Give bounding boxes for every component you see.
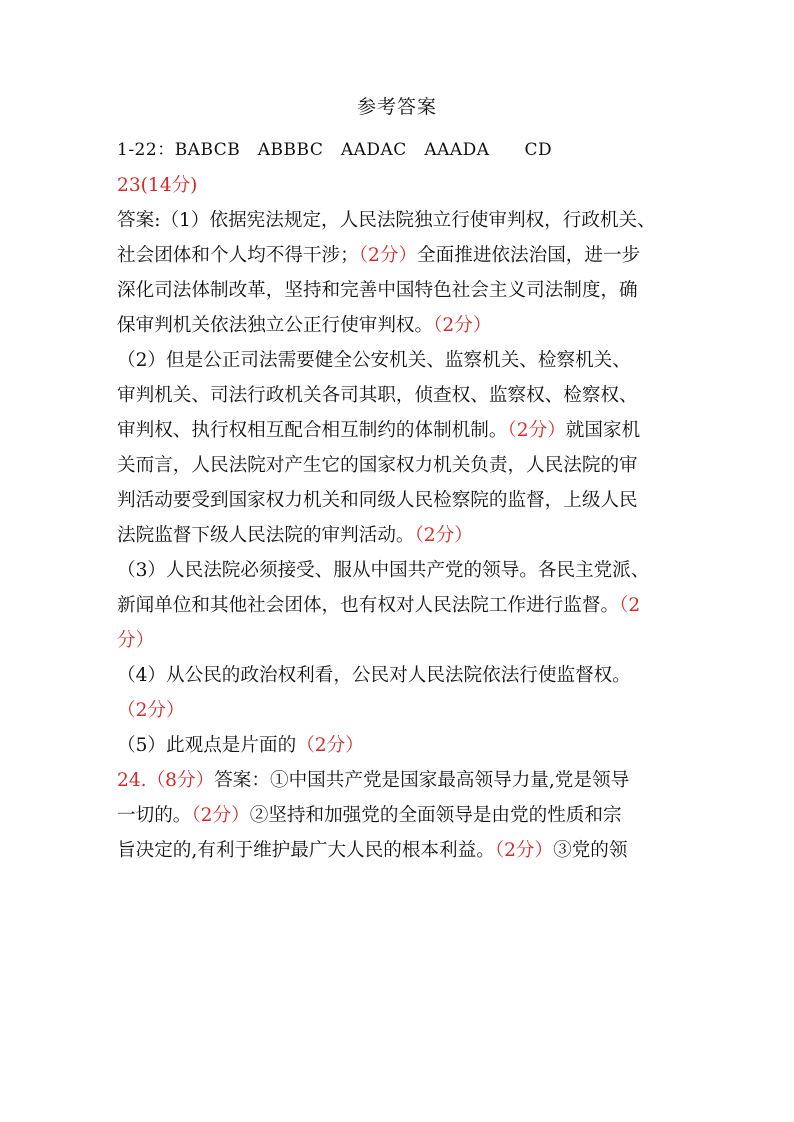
answer-text: 旨决定的,有利于维护最广大人民的根本利益。 [117,840,495,861]
q23-text-line [117,413,677,448]
page-title: 参考答案 [356,96,437,118]
q23-text-line [117,658,677,693]
score-mark: （2 [619,595,641,616]
answer-text: （5）此观点是片面的 [117,735,297,756]
q24-answer-body [117,763,677,868]
answer-text: 新闻单位和其他社会团体，也有权对人民法院工作进行监督。 [117,595,620,616]
answer-text: 答案：①中国共产党是国家最高领导力量,党是领导 [214,770,630,791]
score-mark: 分） [117,630,155,651]
score-mark: （2分） [191,805,250,826]
answer-text: 社会团体和个人均不得干涉； [117,245,359,266]
answer-text: （2）但是公正司法需要健全公安机关、监察机关、检察机关、 [117,350,631,371]
q23-text-line [117,483,677,518]
score-mark: （2分） [433,315,492,336]
q24-text-line [117,763,677,798]
answer-key-page [117,95,677,868]
score-mark: （2分） [414,525,473,546]
q23-text-line [117,343,677,378]
q23-text-line [117,553,677,588]
q24-text-line [117,798,677,833]
answer-text: 保审判机关依法独立公正行使审判权。 [117,315,434,336]
q23-text-line [117,728,677,763]
answer-text: 法院监督下级人民法院的审判活动。 [117,525,415,546]
answer-text: （3）人民法院必须接受、服从中国共产党的领导。各民主党派、 [117,560,650,581]
answer-text: 答案:（1）依据宪法规定，人民法院独立行使审判权，行政机关、 [117,210,656,231]
score-mark: 24.（8分） [117,770,215,791]
answer-text: ③党的领 [553,840,628,861]
q24-text-line [117,833,677,868]
q23-text-line [117,623,677,658]
answer-text: 深化司法体制改革，坚持和完善中国特色社会主义司法制度，确 [117,280,638,301]
answer-text: （4）从公民的政治权利看，公民对人民法院依法行使监督权。 [117,665,631,686]
q23-text-line [117,588,677,623]
score-mark: （2分） [296,735,364,756]
answer-text: 判活动要受到国家权力机关和同级人民检察院的监督，上级人民 [117,490,638,511]
q23-text-line [117,238,677,273]
q23-text-line [117,308,677,343]
q23-text-line [117,378,677,413]
multiple-choice-answers: 1-22：BABCB ABBBC AADAC AAADA CD [117,140,553,160]
answer-text: 全面推进依法治国，进一步 [417,245,641,266]
q23-text-line [117,273,677,308]
score-mark: （2分） [507,420,566,441]
answer-text: 关而言，人民法院对产生它的国家权力机关负责，人民法院的审 [117,455,638,476]
score-mark: （2分） [358,245,418,266]
answer-text: 就国家机 [565,420,641,441]
q23-text-line [117,448,677,483]
q23-text-line [117,693,677,728]
answer-text: 审判机关、司法行政机关各司其职，侦查权、监察权、检察权、 [117,385,638,406]
q23-text-line [117,203,677,238]
q23-header: 23(14分) [117,175,198,196]
q23-text-line [117,518,677,553]
score-mark: （2分） [117,700,185,721]
answer-text: 审判权、执行权相互配合相互制约的体制机制。 [117,420,508,441]
answer-text: ②坚持和加强党的全面领导是由党的性质和宗 [249,805,622,826]
score-mark: （2分） [494,840,554,861]
q23-answer-body [117,203,677,763]
answer-text: 一切的。 [117,805,192,826]
